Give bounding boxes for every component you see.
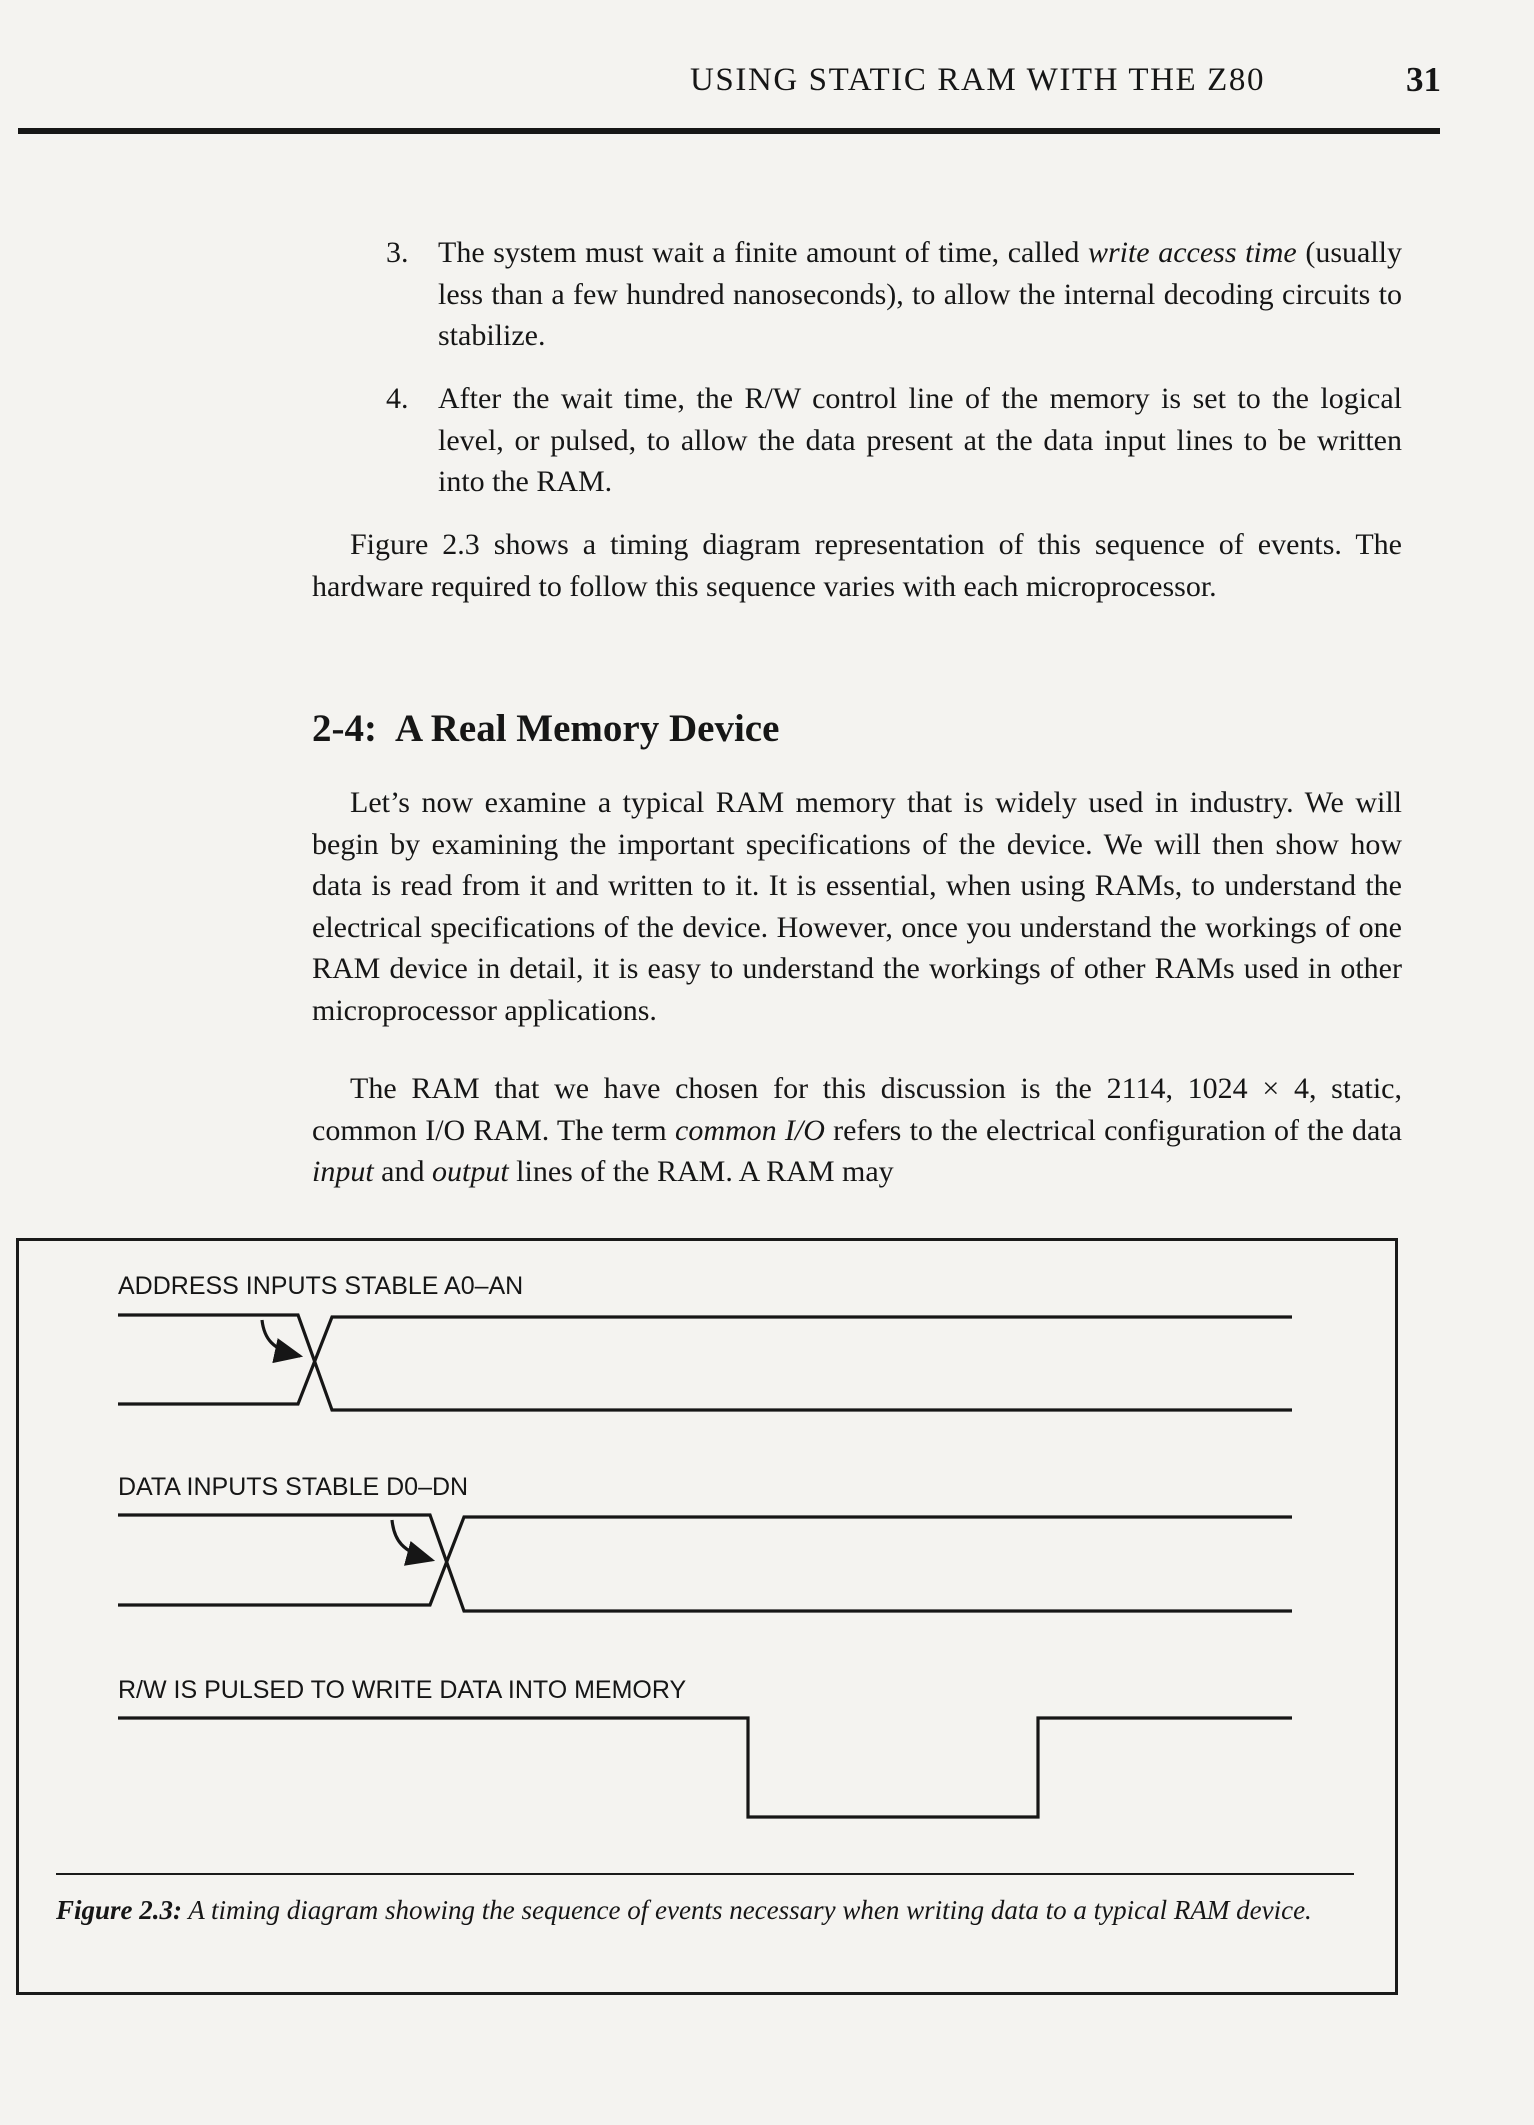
text-run: (usually less than a few hundred nanoseconds), to allow the internal decoding circuits to stabilize.	[438, 236, 1402, 352]
caption-label: Figure 2.3:	[56, 1895, 183, 1925]
figure-caption	[56, 1892, 1356, 1929]
text-run: The RAM that we have chosen for this discussion is the 2114, 1024 × 4, static, common I/O RAM. The term	[312, 1072, 1402, 1147]
text-run: The system must wait a finite amount of time, called	[438, 236, 1088, 269]
list-item-number: 4.	[386, 382, 409, 415]
address-transition-arrow	[262, 1320, 300, 1356]
signal-label-address: ADDRESS INPUTS STABLE A0–AN	[118, 1272, 524, 1300]
text-run: and	[373, 1155, 432, 1188]
page-number: 31	[1406, 60, 1441, 99]
text-run: lines of the RAM. A RAM may	[508, 1155, 894, 1188]
emphasized-term: output	[432, 1155, 509, 1188]
emphasized-term: input	[312, 1155, 374, 1188]
paragraph-figure-reference: Figure 2.3 shows a timing diagram representation of this sequence of events. The hardware required to follow this sequence varies with each microprocessor.	[312, 528, 1402, 603]
caption-rule	[56, 1873, 1354, 1875]
emphasized-term: write access time	[1087, 236, 1297, 269]
running-head: USING STATIC RAM WITH THE Z80	[690, 62, 1266, 98]
data-transition-arrow	[392, 1520, 432, 1560]
section-number: 2-4:	[312, 707, 377, 750]
data-waveform	[118, 1515, 1292, 1611]
text-run: After the wait time, the R/W control line of the memory is set to the logical level, or pulsed, to allow the data present at the data input lines to be written into the RAM.	[438, 382, 1402, 498]
address-waveform	[118, 1315, 1292, 1410]
signal-label-rw: R/W IS PULSED TO WRITE DATA INTO MEMORY	[118, 1676, 687, 1704]
text-run: refers to the electrical configuration of the data	[824, 1113, 1402, 1147]
section-title: A Real Memory Device	[394, 707, 780, 750]
signal-label-data: DATA INPUTS STABLE D0–DN	[118, 1473, 469, 1501]
caption-text: A timing diagram showing the sequence of events necessary when writing data to a typical RAM device.	[182, 1895, 1312, 1925]
paragraph-real-memory: Let’s now examine a typical RAM memory that is widely used in industry. We will begin by examining the important specifications of the device. We will then show how data is read from it and written to it. It is essential, when using RAMs, to understand the electrical specifications of the device. However, once you understand the workings of one RAM device in detail, it is easy to understand the workings of other RAMs used in other microprocessor applications.	[312, 786, 1402, 1027]
rw-pulse-waveform	[118, 1718, 1292, 1817]
list-item-number: 3.	[386, 236, 409, 269]
emphasized-term: common I/O	[675, 1113, 825, 1147]
